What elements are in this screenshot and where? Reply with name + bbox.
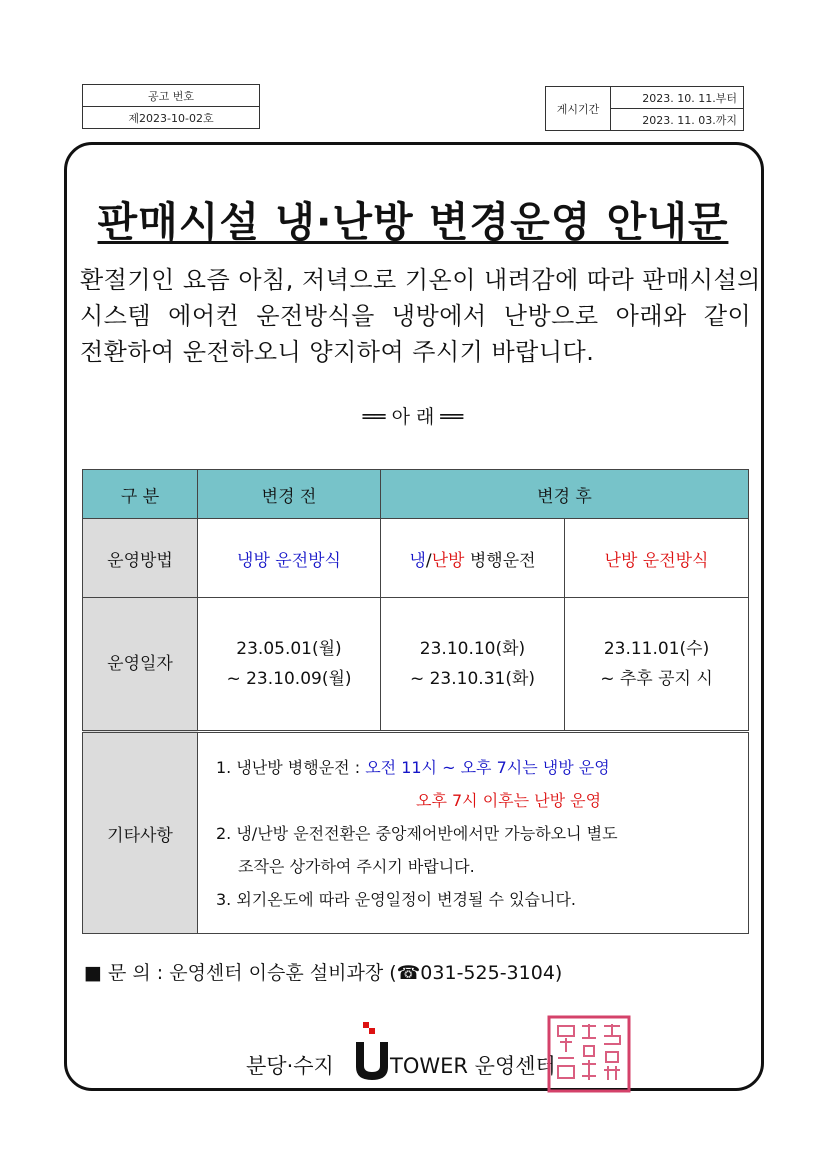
date-before <box>198 598 381 732</box>
intro-line: 전환하여 운전하오니 양지하여 주시기 바랍니다. <box>80 338 595 366</box>
intro-line: 환절기인 요즘 아침, 저녁으로 기온이 내려감에 따라 판매시설의 <box>80 266 761 294</box>
intro-paragraph <box>80 262 760 370</box>
header-after: 변경 후 <box>381 470 749 519</box>
footer-center-name: TOWER 운영센터 <box>390 1054 556 1078</box>
header-before: 변경 전 <box>198 470 381 519</box>
method-before: 냉방 운전방식 <box>198 519 381 598</box>
notice-number-box <box>82 84 260 129</box>
page-title: 판매시설 냉·난방 변경운영 안내문 <box>97 198 729 246</box>
note-highlight-blue: 오전 11시 ~ 오후 7시는 냉방 운영 <box>365 757 610 777</box>
parallel-text: 병행운전 <box>464 550 536 571</box>
table-row <box>83 598 749 732</box>
table-row <box>83 519 749 598</box>
method-after: 난방 운전방식 <box>565 519 749 598</box>
note-text: 1. 냉난방 병행운전 : <box>216 757 366 777</box>
table-row <box>83 732 749 934</box>
date-transition <box>381 598 565 732</box>
period-from: 2023. 10. 11.부터 <box>611 87 744 109</box>
footer-signature <box>246 1020 646 1090</box>
date-line: ~ 23.10.09(월) <box>226 669 352 689</box>
official-seal-icon <box>546 1014 632 1094</box>
note-item-continued: 조작은 상가하여 주시기 바랍니다. <box>238 856 475 876</box>
notice-label: 공고 번호 <box>83 85 260 107</box>
period-to: 2023. 11. 03.까지 <box>611 109 744 131</box>
notice-number: 제2023-10-02호 <box>83 107 260 129</box>
method-transition <box>381 519 565 598</box>
note-highlight-red: 오후 7시 이후는 난방 운영 <box>416 790 602 810</box>
utower-logo-icon <box>354 1022 390 1080</box>
posting-period-box <box>545 86 744 131</box>
cool-text: 냉 <box>409 550 426 571</box>
note-item <box>216 751 748 784</box>
misc-notes <box>198 732 749 934</box>
date-line: 23.11.01(수) <box>603 639 710 659</box>
header-category: 구 분 <box>83 470 198 519</box>
intro-line: 시스템 에어컨 운전방식을 냉방에서 난방으로 아래와 같이 <box>80 302 752 330</box>
period-label: 게시기간 <box>546 87 611 131</box>
row-label-date: 운영일자 <box>83 598 198 732</box>
date-line: ~ 23.10.31(화) <box>409 669 536 689</box>
date-line: 23.05.01(월) <box>236 639 342 659</box>
slash-text: / <box>425 550 432 571</box>
footer-location: 분당·수지 <box>246 1054 334 1078</box>
row-label-method: 운영방법 <box>83 519 198 598</box>
note-item: 2. 냉/난방 운전전환은 중앙제어반에서만 가능하오니 별도 <box>216 823 618 843</box>
date-after <box>565 598 749 732</box>
row-label-misc: 기타사항 <box>83 732 198 934</box>
note-item: 3. 외기온도에 따라 운영일정이 변경될 수 있습니다. <box>216 889 576 909</box>
date-line: 23.10.10(화) <box>419 639 526 659</box>
contact-info: ■ 문 의 : 운영센터 이승훈 설비과장 (☎031-525-3104) <box>84 962 563 984</box>
table-header-row <box>83 470 749 519</box>
schedule-table <box>82 469 749 934</box>
date-line: ~ 추후 공지 시 <box>600 669 713 689</box>
section-heading: ══ 아 래 ══ <box>362 406 464 428</box>
heat-text: 난방 <box>431 550 465 571</box>
